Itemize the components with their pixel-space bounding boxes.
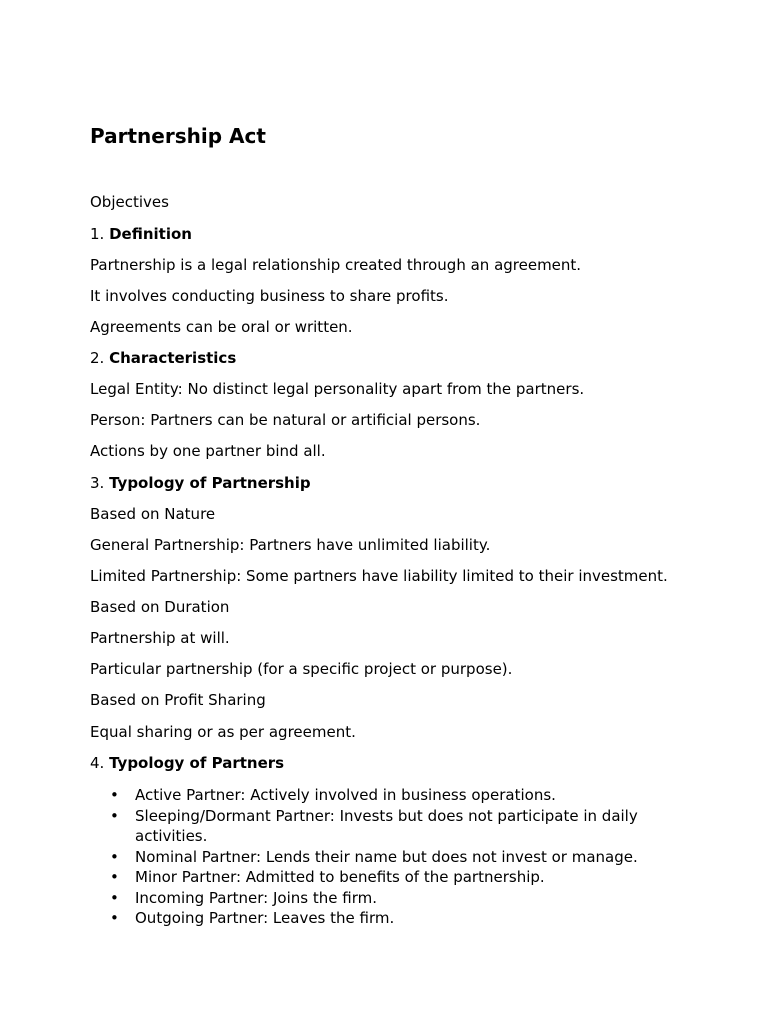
definition-line: Partnership is a legal relationship created through an agreement. — [90, 256, 582, 274]
bullet-icon: • — [110, 786, 119, 804]
objectives-label: Objectives — [90, 193, 169, 211]
section-heading-characteristics — [90, 349, 236, 367]
list-item — [90, 888, 690, 909]
section-heading-typology-partners — [90, 754, 284, 772]
partners-bullet-list — [90, 785, 690, 929]
definition-line: Agreements can be oral or written. — [90, 318, 353, 336]
typology-partnership-line: General Partnership: Partners have unlimited liability. — [90, 536, 491, 554]
bullet-icon: • — [110, 909, 119, 927]
section-number: 2. — [90, 349, 105, 367]
section-heading-label: Typology of Partnership — [109, 474, 311, 492]
typology-partnership-line: Based on Duration — [90, 598, 230, 616]
definition-line: It involves conducting business to share profits. — [90, 287, 449, 305]
section-heading-label: Definition — [109, 225, 192, 243]
list-item-text: Incoming Partner: Joins the firm. — [135, 888, 377, 907]
characteristics-line: Legal Entity: No distinct legal personality apart from the partners. — [90, 380, 585, 398]
typology-partnership-line: Particular partnership (for a specific project or purpose). — [90, 660, 513, 678]
list-item — [90, 847, 690, 868]
bullet-icon: • — [110, 888, 119, 907]
section-number: 3. — [90, 474, 105, 492]
section-heading-typology-partnership — [90, 474, 311, 492]
section-heading-label: Characteristics — [109, 349, 237, 367]
list-item-text: Nominal Partner: Lends their name but does not invest or manage. — [135, 847, 638, 866]
list-item-text: Sleeping/Dormant Partner: Invests but does not participate in daily activities. — [135, 806, 638, 845]
bullet-icon: • — [110, 806, 119, 825]
bullet-icon: • — [110, 868, 119, 886]
typology-partnership-line: Based on Profit Sharing — [90, 691, 266, 709]
list-item — [90, 806, 690, 847]
section-heading-definition — [90, 225, 192, 243]
list-item-text: Active Partner: Actively involved in business operations. — [135, 786, 556, 804]
characteristics-line: Person: Partners can be natural or artificial persons. — [90, 411, 481, 429]
list-item — [90, 908, 690, 929]
characteristics-line: Actions by one partner bind all. — [90, 442, 326, 460]
bullet-icon: • — [110, 847, 119, 866]
list-item — [90, 785, 690, 806]
typology-partnership-line: Limited Partnership: Some partners have liability limited to their investment. — [90, 567, 668, 585]
list-item-text: Outgoing Partner: Leaves the firm. — [135, 909, 395, 927]
typology-partnership-line: Partnership at will. — [90, 629, 230, 647]
document-title: Partnership Act — [90, 124, 266, 148]
section-number: 1. — [90, 225, 105, 243]
section-heading-label: Typology of Partners — [109, 754, 285, 772]
typology-partnership-line: Based on Nature — [90, 505, 216, 523]
list-item — [90, 867, 690, 888]
section-number: 4. — [90, 754, 105, 772]
list-item-text: Minor Partner: Admitted to benefits of the partnership. — [135, 868, 545, 886]
typology-partnership-line: Equal sharing or as per agreement. — [90, 723, 356, 741]
